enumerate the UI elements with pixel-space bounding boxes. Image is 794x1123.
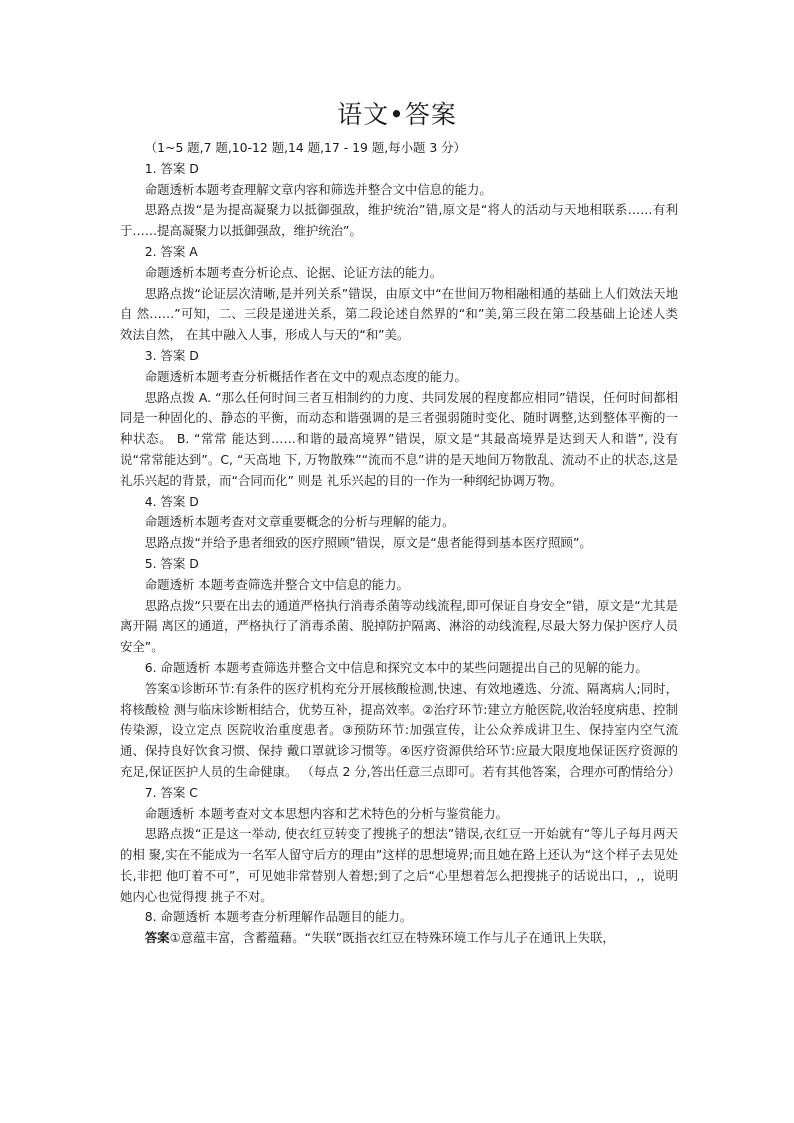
- hint-5: 思路点拨“只要在出去的通道严格执行消毒杀菌等动线流程,即可保证自身安全”错，原文是“尤其是离开隔 离区的通道，严格执行了消毒杀菌、脱掉防护隔离、淋浴的动线流程,尽最大努力保护医疗人员安全”。: [120, 597, 678, 655]
- answer-line-4: 4. 答案 D: [144, 493, 199, 509]
- hint-3: 思路点拨 A. “那么任何时间三者互相制约的力度、共同发展的程度都应相同”错误，任何时间都相同是一种固化的、静态的平衡，而动态和谐强调的是三者强弱随时变化、随时调整,达到整体平衡的一种状态。 B. “常常 能达到……和谐的最高境界”错误，原文是“其最高境界是达到天人和谐”, 没有说“常常能达到”。C, “天高地 下, 万物散殊”“流而不息”讲的是天地间万物散乱、流动不止的状态,这是礼乐兴起的背景，而“合同而化” 则是 礼乐兴起的目的一作为一种纲纪协调万物。: [120, 389, 678, 488]
- answer-line-2: 2. 答案 A: [144, 243, 198, 259]
- analysis-1: 命题透析本题考查理解文章内容和筛选并整合文中信息的能力。: [144, 181, 492, 197]
- answer-8-label: 答案: [144, 930, 170, 946]
- scoring-intro: （1~5 题,7 题,10-12 题,14 题,17 - 19 题,每小题 3 分）: [144, 140, 466, 155]
- hint-7: 思路点拨“正是这一举动, 使衣红豆转变了搜挑子的想法”错误,衣红豆一开始就有“等儿子每月两天的相 聚,实在不能成为一名军人留守后方的理由”这样的思想境界;而且她在路上还认为“这个样子去见处长,非把 他叮着不可”，可见她非常替别人着想;到了之后“心里想着怎么把搜挑子的话说出口，,，说明她内心也觉得搜 挑子不对。: [120, 826, 678, 904]
- hint-2: 思路点拨“论证层次清晰,是并列关系”错误，由原文中“在世间万物相融相通的基础上人们效法天地自 然……”可知，二、三段是递进关系，第二段论述自然界的“和”美,第三段在第二段基础上论述人类效法自然， 在其中融入人事，形成人与天的“和”美。: [120, 285, 678, 343]
- answer-line-3: 3. 答案 D: [144, 347, 199, 363]
- answer-line-7: 7. 答案 C: [144, 784, 198, 800]
- hint-1: 思路点拨“是为提高凝聚力以抵御强敌，维护统治”错,原文是“将人的活动与天地相联系……有利于……提高凝聚力以抵御强敌，维护统治”。: [120, 202, 678, 239]
- analysis-6: 6. 命题透析 本题考查筛选并整合文中信息和探究文本中的某些问题提出自己的见解的能力。: [144, 659, 648, 675]
- answer-line-1: 1. 答案 D: [144, 160, 199, 176]
- hint-4: 思路点拨“并给予患者细致的医疗照顾”错误，原文是“患者能得到基本医疗照顾”。: [144, 535, 592, 551]
- answer-line-5: 5. 答案 D: [144, 555, 199, 571]
- analysis-5: 命题透析 本题考查筛选并整合文中信息的能力。: [144, 576, 409, 592]
- analysis-4: 命题透析本题考查对文章重要概念的分析与理解的能力。: [144, 514, 455, 530]
- answer-6: 答案①诊断环节:有条件的医疗机构充分开展核酸检测,快速、有效地遴选、分流、隔离病人;同时，将核酸检 测与临床诊断相结合，优势互补，提高效率。②治疗环节:建立方舱医院,收治轻度病患、控制传染源，设立定点 医院收治重度患者。③预防环节:加强宣传，让公众养成讲卫生、保持室内空气流通、保持良好饮食习惯、保持 戴口罩就诊习惯等。④医疗资源供给环节:应最大限度地保证医疗资源的充足,保证医护人员的生命健康。 （每点 2 分,答出任意三点即可。若有其他答案，合理亦可酌情给分）: [120, 680, 681, 779]
- analysis-8: 8. 命题透析 本题考查分析理解作品题目的能力。: [144, 909, 413, 925]
- document-body: [120, 138, 681, 949]
- document-title: 语文•答案: [337, 100, 457, 129]
- analysis-3: 命题透析本题考查分析概括作者在文中的观点态度的能力。: [144, 368, 467, 384]
- answer-8: [120, 928, 678, 949]
- answer-8-text: ①意蕴丰富，含蓄蕴藉。“失联”既指衣红豆在特殊环境工作与儿子在通讯上失联，: [169, 930, 615, 946]
- analysis-7: 命题透析 本题考查对文本思想内容和艺术特色的分析与鉴赏能力。: [144, 805, 509, 821]
- analysis-2: 命题透析本题考查分析论点、论据、论证方法的能力。: [144, 264, 443, 280]
